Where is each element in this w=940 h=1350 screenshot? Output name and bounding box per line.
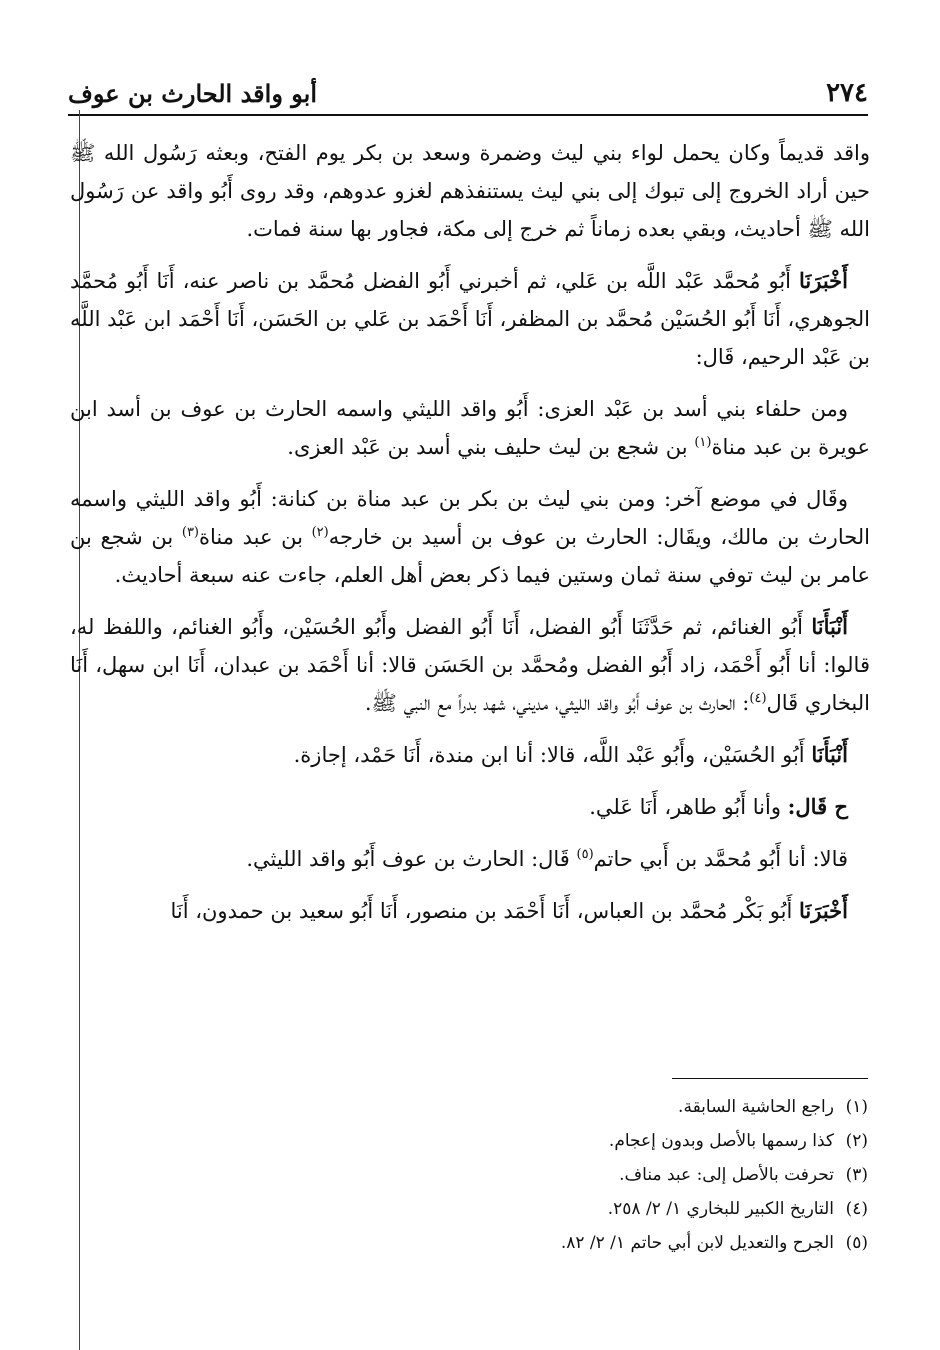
paragraph (70, 788, 870, 826)
paragraph (70, 736, 870, 774)
footnote (420, 1226, 868, 1260)
paragraph-text: أَبُو بَكْر مُحمَّد بن العباس، أَنَا أَحْمَد بن منصور، أَنَا أَبُو سعيد بن حمدون، أَنَا (170, 899, 800, 923)
footnote (420, 1124, 868, 1158)
main-text (70, 134, 870, 944)
paragraph-text: ومن حلفاء بني أسد بن عَبْد العزى: أَبُو واقد الليثي واسمه الحارث بن عوف بن أسد ابن عويرة بن عبد مناة (70, 397, 870, 459)
footnote-number: (٤) (845, 1199, 868, 1219)
footnote-ref[interactable]: (١) (694, 435, 712, 450)
page-header (68, 68, 868, 116)
isnad-keyword: أَنْبَأَنَا (811, 742, 848, 767)
paragraph (70, 840, 870, 878)
isnad-keyword: أَخْبَرَنَا (799, 268, 848, 293)
page-number: ٢٧٤ (826, 78, 868, 108)
footnote-text: راجع الحاشية السابقة. (678, 1097, 834, 1117)
paragraph (70, 134, 870, 248)
paragraph-text: قَال: الحارث بن عوف أَبُو واقد الليثي. (246, 847, 577, 871)
footnote-ref[interactable]: (٥) (576, 847, 594, 862)
paragraph-text: وقَال في موضع آخر: ومن بني ليث بن بكر بن عبد مناة بن كنانة: أَبُو واقد الليثي واسمه الحارث بن مالك، ويقَال: الحارث بن عوف بن أسيد بن خارجه (70, 487, 871, 549)
paragraph-text: واقد قديماً وكان يحمل لواء بني ليث وضمرة وسعد بن بكر يوم الفتح، وبعثه رَسُول الله ﷺ حين أراد الخروج إلى تبوك إلى بني ليث يستنفذهم لغزو عدوهم، وقد روى أَبُو واقد عن رَسُول الله ﷺ أحاديث، وبقي بعده زماناً ثم خرج إلى مكة، فجاور بها سنة فمات. (70, 141, 870, 241)
footnotes (420, 1090, 868, 1260)
footnote-number: (٥) (845, 1233, 868, 1253)
isnad-keyword: أَنْبَأَنَا (811, 614, 848, 639)
footnote-separator (672, 1078, 868, 1079)
footnote (420, 1158, 868, 1192)
footnote (420, 1090, 868, 1124)
paragraph-text: بن شجع بن ليث حليف بني أسد بن عَبْد العزى. (287, 435, 695, 459)
paragraph (70, 608, 870, 722)
paragraph-text: أَبُو مُحمَّد عَبْد اللَّه بن عَلي، ثم أخبرني أَبُو الفضل مُحمَّد بن ناصر عنه، أَنَا أَبُو مُحمَّد الجوهري، أَنَا أَبُو الحُسَيْن مُحمَّد بن المظفر، أَنَا أَحْمَد بن عَلي بن الحَسَن، أَنَا أَحْمَد ابن عَبْد اللَّه بن عَبْد الرحيم، قَال: (70, 269, 870, 369)
paragraph-text: بن عبد مناة (199, 525, 312, 549)
paragraph (70, 480, 870, 594)
paragraph (70, 892, 870, 930)
paragraph-text: : الحارث بن عوف أَبُو واقد الليثي، مديني، شهد بدراً مع النبي ﷺ. (364, 691, 750, 715)
footnote-ref[interactable]: (٢) (311, 525, 329, 540)
footnote (420, 1192, 868, 1226)
footnote-ref[interactable]: (٣) (181, 525, 199, 540)
paragraph (70, 390, 870, 466)
footnote-ref[interactable]: (٤) (749, 691, 767, 706)
paragraph-text: أَبُو الحُسَيْن، وأَبُو عَبْد اللَّه، قالا: أنا ابن مندة، أَنَا حَمْد، إجازة. (293, 743, 812, 767)
footnote-number: (٢) (845, 1131, 868, 1151)
footnote-text: تحرفت بالأصل إلى: عبد مناف. (619, 1165, 834, 1185)
isnad-keyword: ح قَال: (787, 794, 848, 819)
paragraph-text: بن شجع بن عامر بن ليث توفي سنة ثمان وستين فيما ذكر بعض أهل العلم، جاءت عنه سبعة أحاديث. (70, 525, 870, 587)
paragraph-text: أَبُو الغنائم، ثم حَدَّثَنَا أَبُو الفضل، أَنَا أَبُو الفضل وأَبُو الحُسَيْن، وأَبُو الغنائم، واللفظ له، قالوا: أنا أَبُو أَحْمَد، زاد أَبُو الفضل ومُحمَّد بن الحَسَن قالا: أنا أَحْمَد بن عبدان، أَنَا ابن سهل، أَنَا البخاري قَال (70, 615, 870, 715)
paragraph-text: قالا: أنا أَبُو مُحمَّد بن أَبي حاتم (593, 847, 848, 871)
running-title: أبو واقد الحارث بن عوف (68, 79, 318, 108)
footnote-number: (١) (845, 1097, 868, 1117)
footnote-text: التاريخ الكبير للبخاري ١/ ٢/ ٢٥٨. (607, 1199, 834, 1219)
footnote-text: الجرح والتعديل لابن أبي حاتم ١/ ٢/ ٨٢. (560, 1233, 834, 1253)
paragraph-text: وأنا أَبُو طاهر، أَنَا عَلي. (589, 795, 788, 819)
paragraph (70, 262, 870, 376)
footnote-number: (٣) (845, 1165, 868, 1185)
footnote-text: كذا رسمها بالأصل وبدون إعجام. (608, 1131, 834, 1151)
isnad-keyword: أَخْبَرَنَا (799, 898, 848, 923)
